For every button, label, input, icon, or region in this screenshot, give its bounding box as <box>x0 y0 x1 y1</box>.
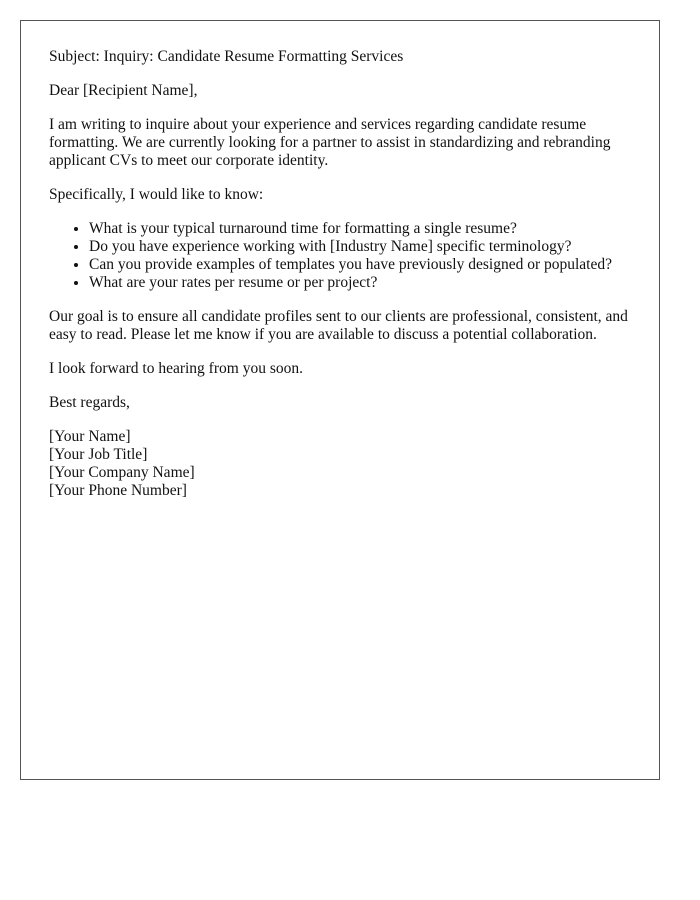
sign-off: Best regards, <box>49 394 130 411</box>
list-item: • What are your rates per resume or per project? <box>89 274 631 292</box>
salutation: Dear [Recipient Name], <box>49 82 198 99</box>
closing-line: I look forward to hearing from you soon. <box>49 360 303 377</box>
goal-paragraph: Our goal is to ensure all candidate profiles sent to our clients are professional, consistent, and easy to read. Please let me know if you are available to discuss a potential collaboration. <box>49 308 628 343</box>
signature-company: [Your Company Name] <box>49 464 195 481</box>
intro-paragraph: I am writing to inquire about your experience and services regarding candidate resume formatting. We are currently looking for a partner to assist in standardizing and rebranding applicant CVs to meet our corporate identity. <box>49 116 611 169</box>
signature-phone: [Your Phone Number] <box>49 482 187 499</box>
list-item: • Do you have experience working with [Industry Name] specific terminology? <box>89 238 631 256</box>
signature-job-title: [Your Job Title] <box>49 446 148 463</box>
list-item: • Can you provide examples of templates you have previously designed or populated? <box>89 256 631 274</box>
list-item: • What is your typical turnaround time for formatting a single resume? <box>89 220 631 238</box>
subject-line: Subject: Inquiry: Candidate Resume Formatting Services <box>49 48 404 65</box>
question-lead: Specifically, I would like to know: <box>49 186 264 203</box>
signature-name: [Your Name] <box>49 428 131 445</box>
signature-block <box>49 428 631 500</box>
letter-document <box>20 20 660 780</box>
question-list <box>49 220 631 292</box>
